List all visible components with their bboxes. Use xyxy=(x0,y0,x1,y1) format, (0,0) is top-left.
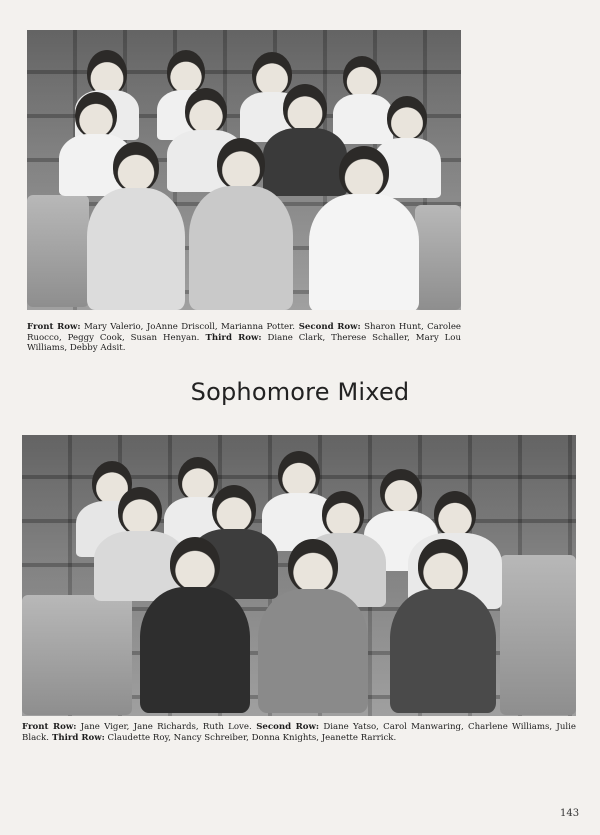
group-photo-bottom xyxy=(22,435,576,716)
third-row-names: Claudette Roy, Nancy Schreiber, Donna Knights, Jeanette Rarrick. xyxy=(104,732,397,743)
section-title: Sophomore Mixed xyxy=(190,378,410,406)
front-row-names: Mary Valerio, JoAnne Driscoll, Marianna Potter. xyxy=(80,322,296,332)
caption-top xyxy=(27,322,461,354)
third-row-label: Third Row: xyxy=(48,732,105,743)
group-photo-top xyxy=(27,30,461,310)
front-row-label: Front Row: xyxy=(27,322,81,332)
page-number: 143 xyxy=(560,808,580,819)
second-row-names: Sharon Hunt, Carolee Ruocco, Peggy Cook, Susan Henyan. xyxy=(27,322,461,343)
second-row-names: Diane Yatso, Carol Manwaring, Charlene Williams, Julie Black. xyxy=(22,722,576,743)
front-row-names: Jane Viger, Jane Richards, Ruth Love. xyxy=(76,722,252,732)
front-row-label: Front Row: xyxy=(22,722,77,732)
caption-bottom xyxy=(22,722,576,743)
second-row-label: Second Row: xyxy=(251,722,320,732)
third-row-names: Diane Clark, Therese Schaller, Mary Lou Williams, Debby Adsit. xyxy=(27,332,461,353)
second-row-label: Second Row: xyxy=(295,322,361,332)
third-row-label: Third Row: xyxy=(199,332,262,343)
